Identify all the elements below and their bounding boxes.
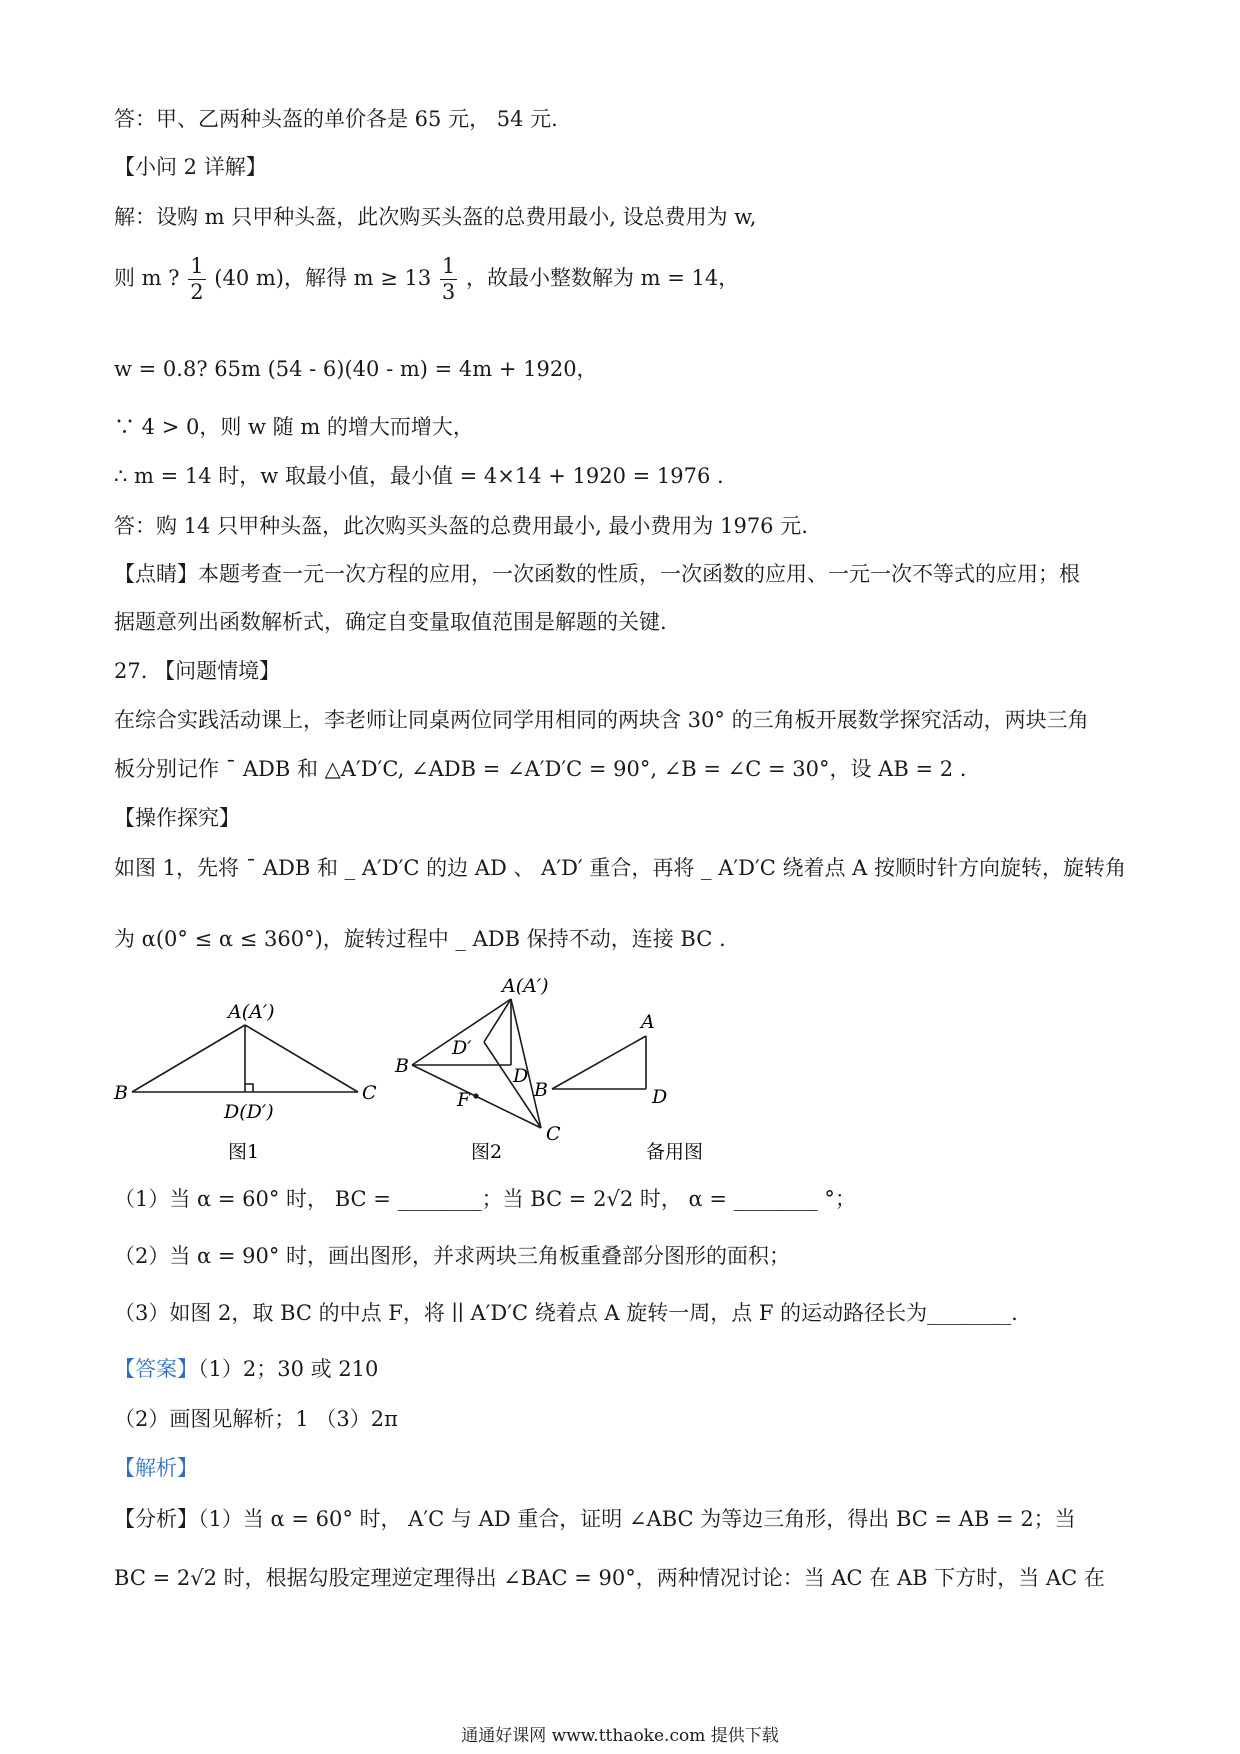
ineq-part-c: ，故最小整数解为 m = 14， (465, 266, 740, 290)
solution-intro: 解：设购 m 只甲种头盔，此次购买头盔的总费用最小, 设总费用为 w, (114, 205, 757, 229)
fig1-label-c: C (362, 1082, 377, 1104)
fig1-label-a: A(A′) (228, 1001, 275, 1023)
fig3-caption: 备用图 (646, 1141, 704, 1163)
fig3-label-b: B (534, 1079, 548, 1101)
fig1-label-b: B (114, 1082, 128, 1104)
subquestion-2-heading: 【小问 2 详解】 (114, 155, 267, 179)
fig2-label-dprime: D′ (452, 1037, 472, 1059)
ineq-part-b: (40 m)，解得 m ≥ 13 (214, 266, 432, 290)
answer-part2: 答：购 14 只甲种头盔，此次购买头盔的总费用最小, 最小费用为 1976 元. (114, 514, 808, 538)
fig1-caption: 图1 (228, 1141, 260, 1163)
cost-function: w = 0.8? 65m (54 - 6)(40 - m) = 4m + 1920， (114, 357, 598, 381)
problem-27-heading: 27. 【问题情境】 (114, 659, 281, 683)
figure-1 (132, 1025, 358, 1092)
fig2-label-d: D (513, 1065, 529, 1087)
fig2-label-f: F (457, 1089, 471, 1111)
problem-context-1: 在综合实践活动课上，李老师让同桌两位同学用相同的两块含 30° 的三角板开展数学探究活动，两块三角 (114, 708, 1089, 732)
comment-line-2: 据题意列出函数解析式，确定自变量取值范围是解题的关键. (114, 610, 667, 634)
operation-text-2: 为 α(0° ≤ α ≤ 360°)，旋转过程中 _ ADB 保持不动，连接 BC . (114, 927, 726, 951)
question-1: （1）当 α = 60° 时， BC = ________；当 BC = 2√2 时， α = ________ °； (114, 1187, 856, 1211)
minimum-value: ∴ m = 14 时，w 取最小值，最小值 = 4×14 + 1920 = 1976 . (114, 464, 724, 488)
question-3: （3）如图 2，取 BC 的中点 F，将 ∣∣ A′D′C 绕着点 A 旋转一周，点 F 的运动路径长为________. (114, 1301, 1018, 1325)
fraction-one-half: $\frac{1}{2}$ (190, 254, 204, 304)
operation-text-1: 如图 1，先将 ¯ ADB 和 _ A′D′C 的边 AD 、 A′D′ 重合，再将 _ A′D′C 绕着点 A 按顺时针方向旋转，旋转角 (114, 856, 1127, 880)
ineq-part-a: 则 m ? (114, 266, 180, 290)
answer-label: 【答案】 (114, 1357, 198, 1381)
analysis-heading: 【解析】 (114, 1456, 198, 1480)
comment-line-1: 【点睛】本题考查一元一次方程的应用，一次函数的性质，一次函数的应用、一元一次不等式的应用；根 (114, 562, 1080, 586)
figures-svg (100, 968, 800, 1168)
answer-part1: 答：甲、乙两种头盔的单价各是 65 元， 54 元. (114, 107, 558, 131)
problem-context-2: 板分别记作 ¯ ADB 和 △A′D′C, ∠ADB = ∠A′D′C = 90°, ∠B = ∠C = 30°，设 AB = 2 . (114, 757, 967, 781)
fig2-label-c: C (546, 1123, 561, 1145)
fig2-caption: 图2 (471, 1141, 503, 1163)
figure-3 (552, 1036, 646, 1089)
fraction-one-third: $\frac{1}{3}$ (441, 254, 456, 304)
question-2: （2）当 α = 90° 时，画出图形，并求两块三角板重叠部分图形的面积； (114, 1244, 791, 1268)
fig2-label-b: B (395, 1055, 409, 1077)
fig3-label-d: D (652, 1086, 668, 1108)
answer-line-1 (114, 1353, 378, 1385)
inequality-line (114, 248, 739, 308)
footer-text: 通通好课网 www.tthaoke.com 提供下载 (461, 1726, 779, 1746)
analysis-line-2: BC = 2√2 时，根据勾股定理逆定理得出 ∠BAC = 90°，两种情况讨论：当 AC 在 AB 下方时，当 AC 在 (114, 1566, 1105, 1590)
answer-text: （1）2；30 或 210 (198, 1357, 379, 1381)
fig3-label-a: A (641, 1011, 655, 1033)
figures-row (100, 968, 800, 1168)
fig2-point-f (473, 1093, 478, 1098)
fig1-label-d: D(D′) (224, 1101, 274, 1123)
operation-heading: 【操作探究】 (114, 806, 240, 830)
fig2-label-a: A(A′) (502, 975, 549, 997)
monotonic-statement: ∵ 4 > 0，则 w 随 m 的增大而增大， (114, 415, 474, 439)
figure-2 (412, 999, 541, 1128)
answer-line-2: （2）画图见解析；1 （3）2π (114, 1407, 398, 1431)
analysis-line-1: 【分析】（1）当 α = 60° 时， A′C 与 AD 重合，证明 ∠ABC 为等边三角形，得出 BC = AB = 2；当 (114, 1507, 1076, 1531)
